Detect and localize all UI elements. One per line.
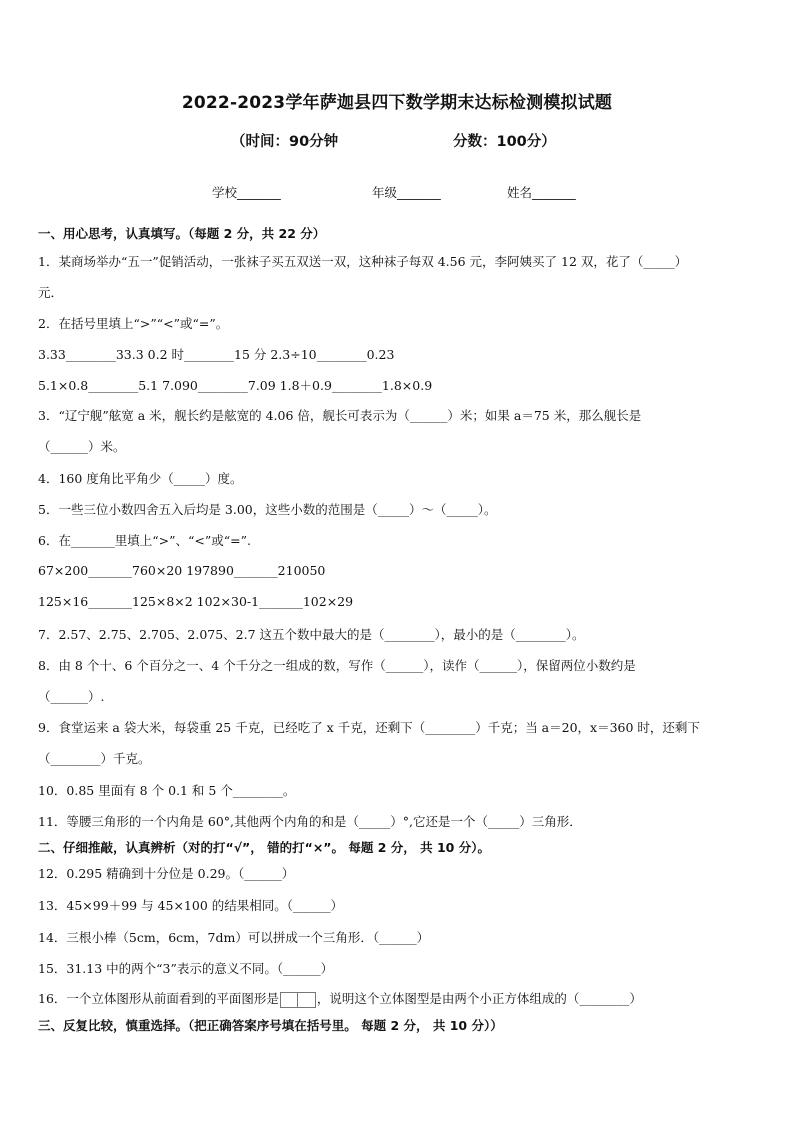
question-16-text-a: 16．一个立体图形从前面看到的平面图形是 [38,991,279,1006]
question-11: 11．等腰三角形的一个内角是 60°,其他两个内角的和是（_____）°,它还是一个（_____）三角形． [38,814,582,829]
question-6: 6．在_______里填上“>”、“<”或“=”. [38,533,251,548]
question-1-cont: 元． [38,285,64,300]
question-8: 8．由 8 个十、6 个百分之一、4 个千分之一组成的数，写作（______），读作（______），保留两位小数约是 [38,658,636,673]
section-3-heading: 三、反复比较，慎重选择。（把正确答案序号填在括号里。 每题 2 分， 共 10 分）） [38,1018,503,1033]
question-16 [38,989,642,1008]
question-16-text-b: ，说明这个立体图型是由两个小正方体组成的（________） [316,991,642,1006]
question-2-row-1: 3.33________33.3 0.2 时________15 分 2.3÷10________0.23 [38,347,395,362]
grade-field: 年级_______ [372,185,441,200]
question-2: 2．在括号里填上“>”“<”或“=”。 [38,316,229,331]
question-8-cont: （______）. [38,689,105,704]
question-3: 3．“辽宁舰”舷宽 a 米，舰长约是舷宽的 4.06 倍，舰长可表示为（______）米；如果 a＝75 米，那么舰长是 [38,408,642,423]
question-6-row-1: 67×200_______760×20 197890_______210050 [38,563,326,578]
section-2-heading: 二、仔细推敲，认真辨析（对的打“√”， 错的打“×”。 每题 2 分， 共 10 分）。 [38,840,490,855]
question-13: 13．45×99＋99 与 45×100 的结果相同。（______） [38,898,344,913]
exam-time: （时间：90分钟 [231,134,339,150]
school-field: 学校_______ [212,185,281,200]
section-1-heading: 一、用心思考，认真填写。（每题 2 分，共 22 分） [38,226,326,241]
two-cube-front-view-figure [280,992,316,1008]
question-5: 5．一些三位小数四舍五入后均是 3.00，这些小数的范围是（_____）～（_____）。 [38,502,497,517]
question-7: 7．2.57、2.75、2.705、2.075、2.7 这五个数中最大的是（________），最小的是（________）。 [38,627,585,642]
question-9-cont: （________）千克。 [38,751,151,766]
question-4: 4．160 度角比平角少（_____）度。 [38,471,243,486]
question-3-cont: （______）米。 [38,439,126,454]
name-field: 姓名_______ [507,185,576,200]
question-9: 9．食堂运来 a 袋大米，每袋重 25 千克，已经吃了 x 千克，还剩下（________）千克；当 a＝20，x＝360 时，还剩下 [38,720,700,735]
page-title: 2022-2023学年萨迦县四下数学期末达标检测模拟试题 [181,93,613,113]
exam-score: 分数：100分） [453,134,556,150]
question-10: 10．0.85 里面有 8 个 0.1 和 5 个________。 [38,783,296,798]
question-6-row-2: 125×16_______125×8×2 102×30-1_______102×29 [38,594,354,609]
question-15: 15．31.13 中的两个“3”表示的意义不同。（______） [38,961,334,976]
question-12: 12．0.295 精确到十分位是 0.29。（______） [38,866,295,881]
question-1: 1．某商场举办“五一”促销活动，一张袜子买五双送一双，这种袜子每双 4.56 元，李阿姨买了 12 双，花了（_____） [38,254,688,269]
question-14: 14．三根小棒（5cm，6cm，7dm）可以拼成一个三角形．（______） [38,930,430,945]
question-2-row-2: 5.1×0.8________5.1 7.090________7.09 1.8＋0.9________1.8×0.9 [38,378,433,393]
